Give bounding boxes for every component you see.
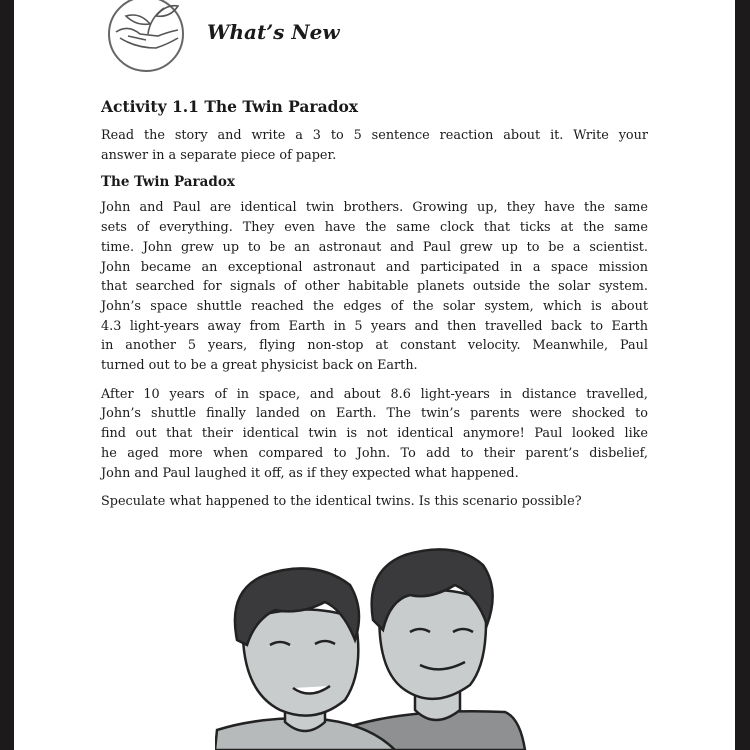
hand-plant-icon — [106, 0, 186, 74]
text-line: After 10 years of in space, and about 8.6 light-years in distance travelled, — [101, 386, 648, 402]
text-line: answer in a separate piece of paper. — [101, 147, 337, 163]
text-line: 4.3 light-years away from Earth in 5 years and then travelled back to Earth — [101, 318, 648, 334]
text-line: he aged more when compared to John. To add to their parent’s disbelief, — [101, 445, 648, 461]
text-line: turned out to be a great physicist back on Earth. — [101, 358, 418, 374]
text-line: Read the story and write a 3 to 5 sentence reaction about it. Write your — [101, 128, 648, 143]
instructions — [101, 126, 648, 165]
text-line: find out that their identical twin is not identical anymore! Paul looked like — [101, 426, 648, 442]
text-line: that searched for signals of other habitable planets outside the solar system. — [101, 279, 648, 295]
text-line: John and Paul laughed it off, as if they expected what happened. — [101, 465, 519, 481]
text-line: Speculate what happened to the identical twins. Is this scenario possible? — [101, 494, 582, 510]
twins-illustration — [215, 540, 535, 750]
text-line: John’s space shuttle reached the edges of the solar system, which is about — [101, 298, 648, 314]
text-line: time. John grew up to be an astronaut and Paul grew up to be a scientist. — [101, 239, 648, 255]
story-paragraph-2 — [101, 385, 648, 484]
text-line: sets of everything. They even have the same clock that ticks at the same — [101, 220, 648, 236]
story-title: The Twin Paradox — [101, 174, 235, 191]
activity-content — [101, 97, 648, 521]
text-line: John and Paul are identical twin brothers. Growing up, they have the same — [101, 200, 648, 216]
text-line: John became an exceptional astronaut and participated in a space mission — [101, 259, 648, 275]
question — [101, 492, 648, 512]
story-paragraph-1 — [101, 198, 648, 375]
activity-title: Activity 1.1 The Twin Paradox — [101, 97, 359, 116]
section-title: What’s New — [207, 20, 340, 44]
text-line: John’s shuttle finally landed on Earth. The twin’s parents were shocked to — [101, 406, 648, 422]
text-line: in another 5 years, flying non-stop at constant velocity. Meanwhile, Paul — [101, 338, 648, 354]
twin-right — [355, 549, 525, 750]
